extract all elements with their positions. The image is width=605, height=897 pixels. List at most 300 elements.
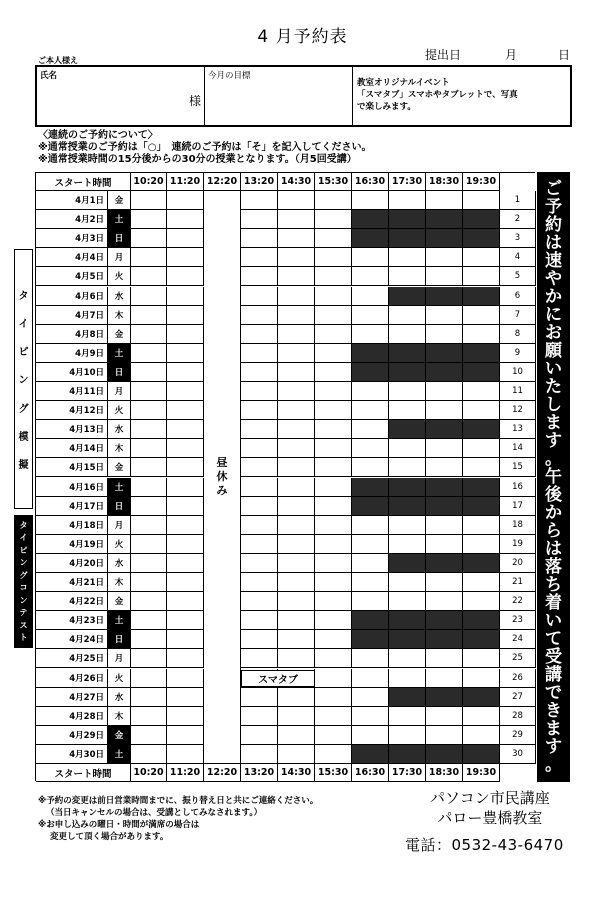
notice-char: 願 <box>545 341 562 361</box>
slot-cell[interactable] <box>241 554 278 573</box>
slot-cell[interactable] <box>131 669 167 688</box>
slot-cell[interactable] <box>389 401 426 420</box>
slot-cell <box>389 344 426 363</box>
slot-cell[interactable] <box>241 191 278 210</box>
slot-cell[interactable] <box>131 707 167 726</box>
notice-char: は <box>545 539 562 559</box>
slot-cell <box>389 554 426 573</box>
slot-cell[interactable] <box>278 401 315 420</box>
name-field[interactable] <box>37 67 205 125</box>
slot-cell[interactable] <box>241 688 278 707</box>
slot-cell[interactable] <box>352 535 389 554</box>
slot-cell[interactable] <box>389 516 426 535</box>
slot-cell[interactable] <box>167 516 204 535</box>
typing-mock-char: ピ <box>18 347 29 359</box>
slot-cell[interactable] <box>463 306 500 325</box>
slot-cell[interactable] <box>241 707 278 726</box>
slot-cell[interactable] <box>131 745 167 764</box>
slot-cell[interactable] <box>426 535 463 554</box>
slot-cell[interactable] <box>167 439 204 458</box>
slot-cell <box>352 229 389 248</box>
slot-cell[interactable] <box>426 306 463 325</box>
slot-cell[interactable] <box>278 688 315 707</box>
slot-cell[interactable] <box>315 267 352 286</box>
slot-cell[interactable] <box>131 306 167 325</box>
slot-cell[interactable] <box>463 248 500 267</box>
slot-cell[interactable] <box>167 669 204 688</box>
date-cell: 4月1日 <box>36 191 108 210</box>
slot-cell <box>463 630 500 649</box>
slot-cell <box>463 420 500 439</box>
slot-cell[interactable] <box>241 439 278 458</box>
slot-cell[interactable] <box>241 458 278 477</box>
weekday-cell: 火 <box>108 401 131 420</box>
slot-cell[interactable] <box>352 267 389 286</box>
row-number: 7 <box>500 306 536 325</box>
slot-cell[interactable] <box>315 478 352 497</box>
slot-cell[interactable] <box>315 248 352 267</box>
slot-cell[interactable] <box>131 210 167 229</box>
slot-cell[interactable] <box>241 382 278 401</box>
slot-cell[interactable] <box>389 726 426 745</box>
slot-cell[interactable] <box>426 382 463 401</box>
slot-cell[interactable] <box>167 592 204 611</box>
slot-cell[interactable] <box>315 745 352 764</box>
notice-char: い <box>545 611 562 631</box>
slot-cell[interactable] <box>278 592 315 611</box>
row-number: 16 <box>500 478 536 497</box>
row-number: 25 <box>500 649 536 668</box>
slot-cell[interactable] <box>278 554 315 573</box>
footer-line1: ※予約の変更は前日営業時間までに、振り替え日と共にご連絡ください。 <box>38 796 319 806</box>
slot-cell[interactable] <box>352 306 389 325</box>
slot-cell[interactable] <box>131 287 167 306</box>
date-cell: 4月12日 <box>36 401 108 420</box>
slot-cell[interactable] <box>241 745 278 764</box>
slot-cell[interactable] <box>241 248 278 267</box>
row-number: 9 <box>500 344 536 363</box>
reservation-notice <box>537 172 570 782</box>
slot-cell[interactable] <box>241 535 278 554</box>
slot-cell[interactable] <box>241 229 278 248</box>
slot-cell[interactable] <box>352 688 389 707</box>
header-time-bottom: 11:20 <box>167 764 204 782</box>
slot-cell[interactable] <box>315 707 352 726</box>
date-cell: 4月24日 <box>36 630 108 649</box>
slot-cell[interactable] <box>352 287 389 306</box>
slot-cell[interactable] <box>131 630 167 649</box>
slot-cell[interactable] <box>278 210 315 229</box>
weekday-cell: 月 <box>108 649 131 668</box>
slot-cell[interactable] <box>315 344 352 363</box>
header-time-top: 10:20 <box>131 173 167 191</box>
slot-cell <box>426 630 463 649</box>
slot-cell <box>352 630 389 649</box>
slot-cell[interactable] <box>426 726 463 745</box>
notice-char: 落 <box>545 557 562 577</box>
goal-field[interactable] <box>205 67 353 125</box>
typing-contest-char: イ <box>19 533 28 543</box>
row-number: 27 <box>500 688 536 707</box>
weekday-cell: 土 <box>108 344 131 363</box>
slot-cell[interactable] <box>131 458 167 477</box>
goal-label: 今月の目標 <box>208 71 251 81</box>
slot-cell[interactable] <box>167 535 204 554</box>
slot-cell[interactable] <box>167 325 204 344</box>
slot-cell[interactable] <box>426 707 463 726</box>
slot-cell[interactable] <box>426 573 463 592</box>
slot-cell[interactable] <box>426 669 463 688</box>
slot-cell[interactable] <box>389 325 426 344</box>
slot-cell[interactable] <box>315 401 352 420</box>
slot-cell[interactable] <box>426 401 463 420</box>
slot-cell[interactable] <box>131 267 167 286</box>
slot-cell[interactable] <box>131 688 167 707</box>
slot-cell[interactable] <box>241 363 278 382</box>
slot-cell[interactable] <box>131 248 167 267</box>
slot-cell[interactable] <box>131 478 167 497</box>
slot-cell[interactable] <box>241 267 278 286</box>
slot-cell[interactable] <box>389 248 426 267</box>
notice-char: か <box>545 503 562 523</box>
date-cell: 4月28日 <box>36 707 108 726</box>
slot-cell[interactable] <box>167 649 204 668</box>
slot-cell[interactable] <box>315 210 352 229</box>
lunch-char: み <box>216 484 228 497</box>
slot-cell[interactable] <box>278 306 315 325</box>
slot-cell[interactable] <box>278 439 315 458</box>
slot-cell[interactable] <box>131 344 167 363</box>
slot-cell[interactable] <box>315 497 352 516</box>
slot-cell[interactable] <box>167 363 204 382</box>
slot-cell[interactable] <box>167 497 204 516</box>
typing-contest-char: ト <box>19 633 28 643</box>
slot-cell[interactable] <box>426 516 463 535</box>
slot-cell <box>426 497 463 516</box>
slot-cell <box>463 229 500 248</box>
slot-cell[interactable] <box>463 325 500 344</box>
slot-cell[interactable] <box>463 516 500 535</box>
slot-cell[interactable] <box>463 573 500 592</box>
submit-month-label: 月 <box>505 48 518 62</box>
slot-cell[interactable] <box>315 649 352 668</box>
slot-cell[interactable] <box>131 325 167 344</box>
slot-cell[interactable] <box>389 573 426 592</box>
notice-char: ち <box>545 575 562 595</box>
slot-cell[interactable] <box>241 420 278 439</box>
typing-contest-char: ピ <box>19 545 28 555</box>
slot-cell[interactable] <box>463 382 500 401</box>
slot-cell[interactable] <box>278 573 315 592</box>
slot-cell[interactable] <box>278 382 315 401</box>
slot-cell[interactable] <box>389 707 426 726</box>
header-start-time-label-bottom: スタート時間 <box>36 764 131 782</box>
slot-cell[interactable] <box>463 458 500 477</box>
notes-line3: ※通常授業時間の15分後からの30分の授業となります。（月5回受講） <box>38 154 357 165</box>
slot-cell[interactable] <box>278 191 315 210</box>
info-box <box>35 65 572 127</box>
slot-cell[interactable] <box>315 535 352 554</box>
notice-char: す <box>545 431 562 451</box>
weekday-cell: 水 <box>108 554 131 573</box>
submit-date-label: 提出日 <box>425 48 462 62</box>
slot-cell[interactable] <box>167 611 204 630</box>
slot-cell[interactable] <box>426 592 463 611</box>
slot-cell[interactable] <box>278 478 315 497</box>
slot-cell[interactable] <box>315 191 352 210</box>
date-cell: 4月3日 <box>36 229 108 248</box>
header-time-bottom: 18:30 <box>426 764 463 782</box>
slot-cell[interactable] <box>241 611 278 630</box>
slot-cell[interactable] <box>278 287 315 306</box>
weekday-cell: 木 <box>108 573 131 592</box>
weekday-cell: 金 <box>108 726 131 745</box>
slot-cell[interactable] <box>167 688 204 707</box>
slot-cell[interactable] <box>426 267 463 286</box>
notice-char: 講 <box>545 665 562 685</box>
slot-cell[interactable] <box>463 726 500 745</box>
weekday-cell: 日 <box>108 229 131 248</box>
slot-cell[interactable] <box>352 573 389 592</box>
slot-cell[interactable] <box>278 458 315 477</box>
slot-cell <box>426 554 463 573</box>
slot-cell[interactable] <box>241 592 278 611</box>
slot-cell[interactable] <box>278 267 315 286</box>
slot-cell[interactable] <box>241 478 278 497</box>
row-number: 14 <box>500 439 536 458</box>
typing-mock-char: グ <box>18 403 29 415</box>
slot-cell[interactable] <box>131 516 167 535</box>
slot-cell[interactable] <box>389 267 426 286</box>
slot-cell[interactable] <box>278 420 315 439</box>
school-line2: パロー豊橋教室 <box>437 809 543 827</box>
slot-cell[interactable] <box>426 458 463 477</box>
slot-cell[interactable] <box>131 191 167 210</box>
header-time-bottom: 10:20 <box>131 764 167 782</box>
slot-cell[interactable] <box>426 649 463 668</box>
slot-cell[interactable] <box>278 611 315 630</box>
slot-cell[interactable] <box>352 382 389 401</box>
slot-cell[interactable] <box>352 401 389 420</box>
slot-cell[interactable] <box>352 420 389 439</box>
lunch-char: 昼 <box>216 456 228 469</box>
slot-cell[interactable] <box>352 439 389 458</box>
slot-cell[interactable] <box>426 191 463 210</box>
slot-cell[interactable] <box>167 287 204 306</box>
slot-cell[interactable] <box>131 401 167 420</box>
school-name <box>430 788 550 828</box>
slot-cell[interactable] <box>315 325 352 344</box>
slot-cell[interactable] <box>167 458 204 477</box>
slot-cell[interactable] <box>167 210 204 229</box>
slot-cell[interactable] <box>352 458 389 477</box>
date-cell: 4月23日 <box>36 611 108 630</box>
row-number: 2 <box>500 210 536 229</box>
row-number: 28 <box>500 707 536 726</box>
slot-cell[interactable] <box>131 420 167 439</box>
slot-cell[interactable] <box>241 210 278 229</box>
header-start-time-label-top: スタート時間 <box>36 173 131 191</box>
slot-cell <box>463 688 500 707</box>
slot-cell[interactable] <box>352 726 389 745</box>
slot-cell[interactable] <box>278 229 315 248</box>
slot-cell[interactable] <box>352 707 389 726</box>
slot-cell[interactable] <box>278 344 315 363</box>
slot-cell <box>463 210 500 229</box>
slot-cell[interactable] <box>241 401 278 420</box>
slot-cell[interactable] <box>389 439 426 458</box>
slot-cell[interactable] <box>315 420 352 439</box>
slot-cell[interactable] <box>278 497 315 516</box>
slot-cell[interactable] <box>278 726 315 745</box>
slot-cell[interactable] <box>278 325 315 344</box>
slot-cell[interactable] <box>278 535 315 554</box>
slot-cell[interactable] <box>131 497 167 516</box>
slot-cell[interactable] <box>167 229 204 248</box>
slot-cell[interactable] <box>167 344 204 363</box>
slot-cell[interactable] <box>389 669 426 688</box>
slot-cell[interactable] <box>167 248 204 267</box>
slot-cell[interactable] <box>131 554 167 573</box>
slot-cell[interactable] <box>278 745 315 764</box>
weekday-cell: 木 <box>108 439 131 458</box>
slot-cell[interactable] <box>131 592 167 611</box>
slot-cell[interactable] <box>278 649 315 668</box>
slot-cell[interactable] <box>463 707 500 726</box>
slot-cell[interactable] <box>315 229 352 248</box>
slot-cell[interactable] <box>315 363 352 382</box>
slot-cell[interactable] <box>167 306 204 325</box>
slot-cell[interactable] <box>463 669 500 688</box>
slot-cell[interactable] <box>315 726 352 745</box>
slot-cell[interactable] <box>315 592 352 611</box>
slot-cell[interactable] <box>241 630 278 649</box>
slot-cell[interactable] <box>389 458 426 477</box>
slot-cell[interactable] <box>241 344 278 363</box>
slot-cell[interactable] <box>167 630 204 649</box>
lunch-break <box>204 191 241 764</box>
slot-cell[interactable] <box>167 745 204 764</box>
slot-cell[interactable] <box>463 401 500 420</box>
slot-cell[interactable] <box>278 516 315 535</box>
slot-cell[interactable] <box>463 649 500 668</box>
notes-line2: ※通常授業のご予約は「○」 連続のご予約は「そ」を記入してください。 <box>38 142 372 153</box>
header-time-top: 17:30 <box>389 173 426 191</box>
date-cell: 4月25日 <box>36 649 108 668</box>
slot-cell[interactable] <box>167 554 204 573</box>
slot-cell[interactable] <box>315 688 352 707</box>
slot-cell[interactable] <box>131 535 167 554</box>
slot-cell[interactable] <box>315 573 352 592</box>
slot-cell[interactable] <box>352 191 389 210</box>
slot-cell[interactable] <box>241 306 278 325</box>
row-number: 20 <box>500 554 536 573</box>
slot-cell[interactable] <box>278 707 315 726</box>
slot-cell[interactable] <box>241 516 278 535</box>
slot-cell[interactable] <box>426 325 463 344</box>
slot-cell[interactable] <box>167 707 204 726</box>
slot-cell[interactable] <box>278 630 315 649</box>
slot-cell[interactable] <box>463 535 500 554</box>
slot-cell[interactable] <box>426 248 463 267</box>
slot-cell[interactable] <box>352 649 389 668</box>
slot-cell[interactable] <box>131 726 167 745</box>
slot-cell[interactable] <box>315 611 352 630</box>
slot-cell[interactable] <box>315 382 352 401</box>
slot-cell[interactable] <box>389 191 426 210</box>
slot-cell[interactable] <box>241 726 278 745</box>
slot-cell[interactable] <box>241 497 278 516</box>
slot-cell <box>463 611 500 630</box>
slot-cell[interactable] <box>315 516 352 535</box>
slot-cell[interactable] <box>352 669 389 688</box>
slot-cell[interactable] <box>167 420 204 439</box>
slot-cell[interactable] <box>463 191 500 210</box>
slot-cell[interactable] <box>352 516 389 535</box>
slot-cell[interactable] <box>131 439 167 458</box>
slot-cell[interactable] <box>315 439 352 458</box>
notice-char: に <box>545 305 562 325</box>
slot-cell[interactable] <box>463 592 500 611</box>
slot-cell[interactable] <box>167 382 204 401</box>
slot-cell[interactable] <box>131 363 167 382</box>
slot-cell[interactable] <box>167 267 204 286</box>
slot-cell[interactable] <box>315 458 352 477</box>
slot-cell[interactable] <box>315 287 352 306</box>
slot-cell[interactable] <box>352 248 389 267</box>
slot-cell[interactable] <box>278 363 315 382</box>
slot-cell[interactable] <box>389 649 426 668</box>
slot-cell[interactable] <box>389 592 426 611</box>
notes-line1: 〈連続のご予約について〉 <box>38 130 158 141</box>
slot-cell[interactable] <box>167 191 204 210</box>
slot-cell[interactable] <box>278 248 315 267</box>
slot-cell[interactable] <box>241 325 278 344</box>
slot-cell[interactable] <box>131 382 167 401</box>
slot-cell[interactable] <box>131 649 167 668</box>
slot-cell[interactable] <box>463 267 500 286</box>
slot-cell[interactable] <box>131 229 167 248</box>
slot-cell[interactable] <box>389 382 426 401</box>
date-cell: 4月18日 <box>36 516 108 535</box>
slot-cell[interactable] <box>241 573 278 592</box>
booking-notes <box>38 130 371 166</box>
slot-cell[interactable] <box>131 573 167 592</box>
event-line3: で楽しみます。 <box>357 102 416 112</box>
slot-cell[interactable] <box>315 306 352 325</box>
date-cell: 4月10日 <box>36 363 108 382</box>
slot-cell <box>352 497 389 516</box>
slot-cell[interactable] <box>426 439 463 458</box>
slot-cell[interactable] <box>167 401 204 420</box>
slot-cell[interactable] <box>167 478 204 497</box>
slot-cell[interactable] <box>241 287 278 306</box>
slot-cell[interactable] <box>352 592 389 611</box>
row-number: 23 <box>500 611 536 630</box>
slot-cell[interactable] <box>315 669 352 688</box>
slot-cell[interactable] <box>315 554 352 573</box>
slot-cell[interactable] <box>167 573 204 592</box>
slot-cell[interactable] <box>131 611 167 630</box>
slot-cell[interactable] <box>352 554 389 573</box>
slot-cell[interactable] <box>241 649 278 668</box>
slot-cell[interactable] <box>389 306 426 325</box>
slot-cell[interactable] <box>315 630 352 649</box>
slot-cell[interactable] <box>463 439 500 458</box>
slot-cell[interactable] <box>167 726 204 745</box>
slot-cell[interactable] <box>352 325 389 344</box>
slot-cell[interactable] <box>389 535 426 554</box>
